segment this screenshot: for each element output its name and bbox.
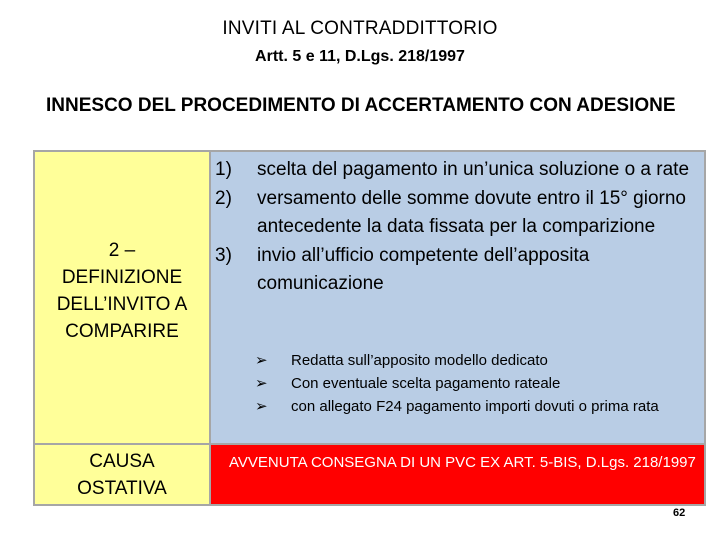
content-table [33, 150, 706, 506]
arrow-bullet-icon: ➢ [255, 352, 268, 369]
list-item-number: 3) [215, 245, 232, 266]
list-item-number: 1) [215, 159, 232, 180]
list-item-text: versamento delle somme dovute entro il 15° giorno antecedente la data fissata per la comparizione [257, 188, 686, 237]
row2-text: AVVENUTA CONSEGNA DI UN PVC EX ART. 5-BIS, D.Lgs. 218/1997 [229, 454, 696, 471]
row1-label-line: 2 – [108, 240, 136, 261]
row1-label-cell [35, 152, 209, 443]
list-item [211, 185, 704, 241]
section-heading: INNESCO DEL PROCEDIMENTO DI ACCERTAMENTO CON ADESIONE [46, 95, 676, 116]
list-item [211, 156, 704, 184]
list-item-text: scelta del pagamento in un’unica soluzione o a rate [257, 159, 690, 180]
row1-label-line: COMPARIRE [65, 321, 179, 342]
list-item-text: invio all’ufficio competente dell’apposita comunicazione [257, 245, 590, 294]
page-number: 62 [673, 507, 686, 519]
row2-label-cell [35, 445, 209, 504]
bullet-text: con allegato F24 pagamento importi dovuti o prima rata [291, 398, 659, 415]
row2-label [35, 448, 209, 502]
row1-label-line: DELL’INVITO A [56, 294, 188, 315]
row1-content-cell [211, 152, 704, 443]
bullet-item [211, 350, 704, 372]
bullet-item [211, 396, 704, 418]
bullet-item [211, 373, 704, 395]
slide-title: INVITI AL CONTRADDITTORIO [222, 18, 498, 39]
list-item-number: 2) [215, 188, 232, 209]
row2-label-line: OSTATIVA [77, 478, 167, 499]
bullet-text: Con eventuale scelta pagamento rateale [291, 375, 561, 392]
arrow-bullet-icon: ➢ [255, 375, 268, 392]
slide-subtitle: Artt. 5 e 11, D.Lgs. 218/1997 [255, 48, 465, 65]
bullet-text: Redatta sull’apposito modello dedicato [291, 352, 548, 369]
row2-content-cell [211, 445, 704, 504]
row2-label-line: CAUSA [89, 451, 155, 472]
row1-label-line: DEFINIZIONE [61, 267, 183, 288]
list-item [211, 242, 704, 298]
numbered-list [211, 156, 704, 299]
bullet-list [211, 350, 704, 419]
arrow-bullet-icon: ➢ [255, 398, 268, 415]
row1-label [35, 237, 209, 345]
